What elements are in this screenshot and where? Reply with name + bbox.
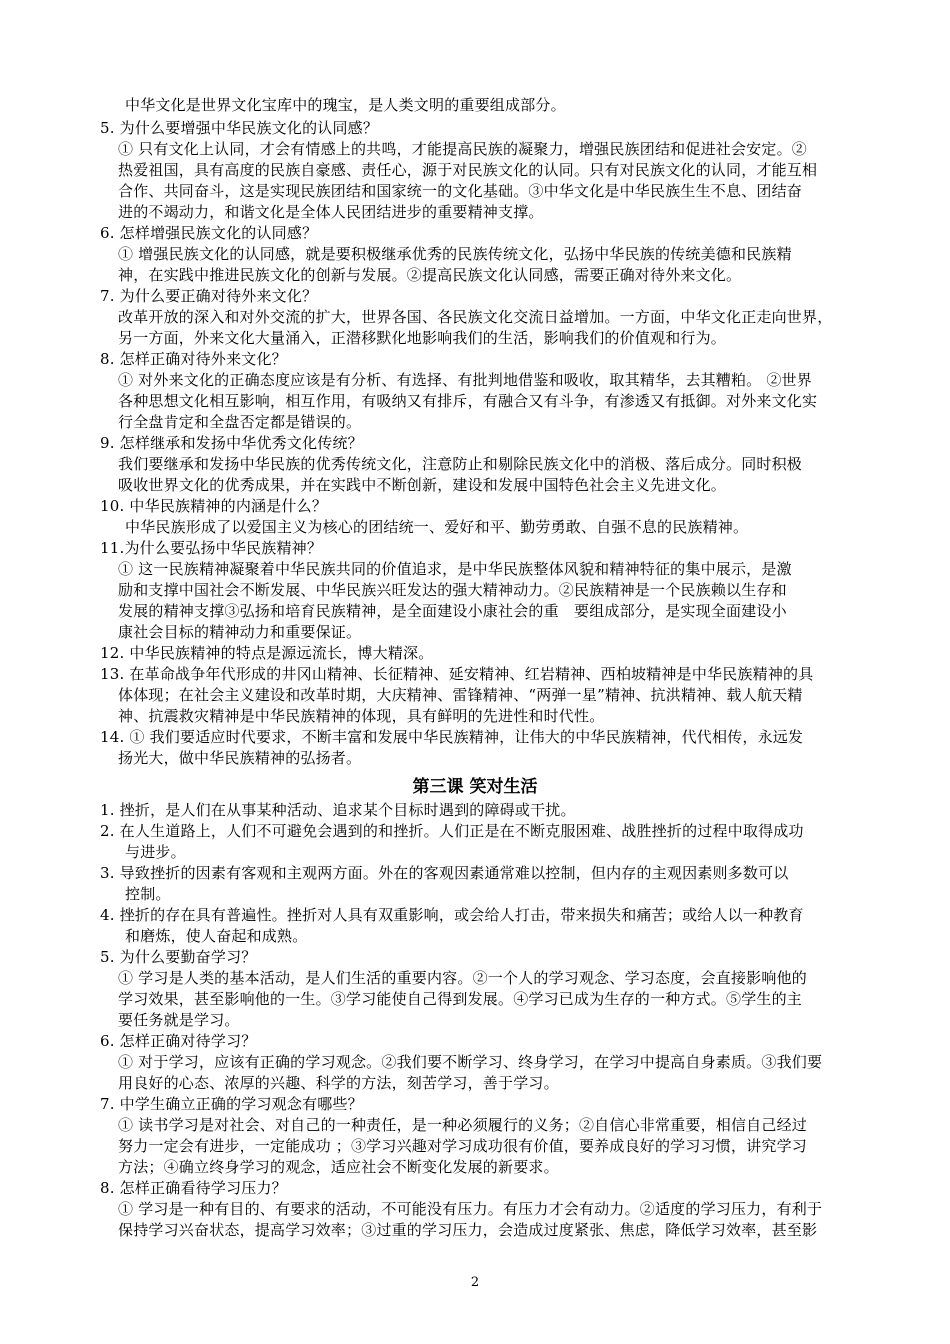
text-line: 神，在实践中推进民族文化的创新与发展。②提高民族文化认同感，需要正确对待外来文化。 (118, 266, 742, 284)
question-heading: 5. 为什么要增强中华民族文化的认同感？ (100, 119, 379, 137)
page-number: 2 (470, 1275, 480, 1290)
question-heading: 6. 怎样增强民族文化的认同感？ (100, 224, 318, 242)
text-line: 努力一定会有进步，一定能成功 ；③学习兴趣对学习成功很有价值，要养成良好的学习习惯，讲究学习 (118, 1137, 807, 1155)
text-line: 控制。 (125, 885, 171, 903)
text-line: 吸收世界文化的优秀成果，并在实践中不断创新，建设和发展中国特色社会主义先进文化。 (118, 476, 727, 494)
text-line: 励和支撑中国社会不断发展、中华民族兴旺发达的强大精神动力。②民族精神是一个民族赖以生存和 (118, 581, 787, 599)
text-line: 要任务就是学习。 (118, 1011, 240, 1029)
question-heading: 10. 中华民族精神的内涵是什么？ (100, 497, 328, 515)
text-line: 另一方面，外来文化大量涌入，正潜移默化地影响我们的生活，影响我们的价值观和行为。 (118, 329, 727, 347)
question-heading: 11.为什么要弘扬中华民族精神？ (100, 539, 323, 557)
question-heading: 8. 怎样正确对待外来文化？ (100, 350, 287, 368)
text-line: 神、抗震救灾精神是中华民族精神的体现，具有鲜明的先进性和时代性。 (118, 707, 605, 725)
text-line: ① 这一民族精神凝聚着中华民族共同的价值追求，是中华民族整体风貌和精神特征的集中展示，是激 (118, 560, 792, 578)
text-line: 与进步。 (125, 843, 186, 861)
text-line: ① 增强民族文化的认同感，就是要积极继承优秀的民族传统文化，弘扬中华民族的传统美德和民族精 (118, 245, 792, 263)
text-line: 中华文化是世界文化宝库中的瑰宝，是人类文明的重要组成部分。 (125, 96, 566, 114)
question-heading: 14. ① 我们要适应时代要求，不断丰富和发展中华民族精神，让伟大的中华民族精神，代代相传，永远发 (100, 728, 804, 746)
text-line: 中华民族形成了以爱国主义为核心的团结统一、爱好和平、勤劳勇敢、自强不息的民族精神。 (125, 518, 749, 536)
text-line: 热爱祖国，具有高度的民族自豪感、责任心，源于对民族文化的认同。只有对民族文化的认同，才能互相 (118, 161, 818, 179)
text-line: 进的不竭动力，和谐文化是全体人民团结进步的重要精神支撑。 (118, 203, 544, 221)
text-line: 方法；④确立终身学习的观念，适应社会不断变化发展的新要求。 (118, 1158, 559, 1176)
text-line: 学习效果，甚至影响他的一生。③学习能使自己得到发展。④学习已成为生存的一种方式。⑤学生的主 (118, 990, 803, 1008)
text-line: ① 读书学习是对社会、对自己的一种责任，是一种必须履行的义务；②自信心非常重要，相信自己经过 (118, 1116, 807, 1134)
text-line: 康社会目标的精神动力和重要保证。 (118, 623, 362, 641)
text-line: ① 对于学习，应该有正确的学习观念。②我们要不断学习、终身学习，在学习中提高自身素质。③我们要 (118, 1053, 823, 1071)
list-item: 2. 在人生道路上，人们不可避免会遇到的和挫折。人们正是在不断克服困难、战胜挫折的过程中取得成功 (100, 822, 804, 840)
question-heading: 12. 中华民族精神的特点是源远流长，博大精深。 (100, 644, 434, 662)
text-line: 改革开放的深入和对外交流的扩大，世界各国、各民族文化交流日益增加。一方面，中华文化正走向世界， (118, 308, 833, 326)
text-line: 合作、共同奋斗，这是实现民族团结和国家统一的文化基础。③中华文化是中华民族生生不息、团结奋 (118, 182, 803, 200)
question-heading: 13. 在革命战争年代形成的井冈山精神、长征精神、延安精神、红岩精神、西柏坡精神是中华民族精神的具 (100, 665, 814, 683)
text-line: 和磨炼，使人奋起和成熟。 (125, 927, 308, 945)
text-line: ① 对外来文化的正确态度应该是有分析、有选择、有批判地借鉴和吸收，取其精华，去其糟粕。 ②世界 (118, 371, 812, 389)
text-line: 扬光大，做中华民族精神的弘扬者。 (118, 749, 362, 767)
text-line: 保持学习兴奋状态，提高学习效率；③过重的学习压力，会造成过度紧张、焦虑，降低学习效率，甚至影 (118, 1221, 818, 1239)
text-line: 各种思想文化相互影响，相互作用，有吸纳又有排斥，有融合又有斗争，有渗透又有抵御。对外来文化实 (118, 392, 818, 410)
text-line: 体体现；在社会主义建设和改革时期，大庆精神、雷锋精神、“两弹一星”精神、抗洪精神、载人航天精 (118, 686, 803, 704)
list-item: 3. 导致挫折的因素有客观和主观两方面。外在的客观因素通常难以控制，但内存的主观因素则多数可以 (100, 864, 789, 882)
question-heading: 6. 怎样正确对待学习？ (100, 1032, 257, 1050)
question-heading: 7. 中学生确立正确的学习观念有哪些？ (100, 1095, 363, 1113)
question-heading: 8. 怎样正确看待学习压力？ (100, 1179, 287, 1197)
list-item: 1. 挫折，是人们在从事某种活动、追求某个目标时遇到的障碍或干扰。 (100, 801, 576, 819)
text-line: 发展的精神支撑③弘扬和培育民族精神，是全面建设小康社会的重 要组成部分，是实现全面建设小 (118, 602, 787, 620)
section-title: 第三课 笑对生活 (412, 777, 538, 797)
text-line: ① 学习是一种有目的、有要求的活动，不可能没有压力。有压力才会有动力。②适度的学习压力，有利于 (118, 1200, 823, 1218)
text-line: 我们要继承和发扬中华民族的优秀传统文化，注意防止和剔除民族文化中的消极、落后成分。同时积极 (118, 455, 803, 473)
text-line: 用良好的心态、浓厚的兴趣、科学的方法，刻苦学习，善于学习。 (118, 1074, 559, 1092)
question-heading: 9. 怎样继承和发扬中华优秀文化传统？ (100, 434, 363, 452)
question-heading: 5. 为什么要勤奋学习？ (100, 948, 257, 966)
text-line: ① 只有文化上认同，才会有情感上的共鸣，才能提高民族的凝聚力，增强民族团结和促进社会安定。② (118, 140, 807, 158)
question-heading: 7. 为什么要正确对待外来文化？ (100, 287, 318, 305)
list-item: 4. 挫折的存在具有普遍性。挫折对人具有双重影响，或会给人打击，带来损失和痛苦；或给人以一种教育 (100, 906, 804, 924)
text-line: ① 学习是人类的基本活动，是人们生活的重要内容。②一个人的学习观念、学习态度，会直接影响他的 (118, 969, 807, 987)
text-line: 行全盘肯定和全盘否定都是错误的。 (118, 413, 362, 431)
